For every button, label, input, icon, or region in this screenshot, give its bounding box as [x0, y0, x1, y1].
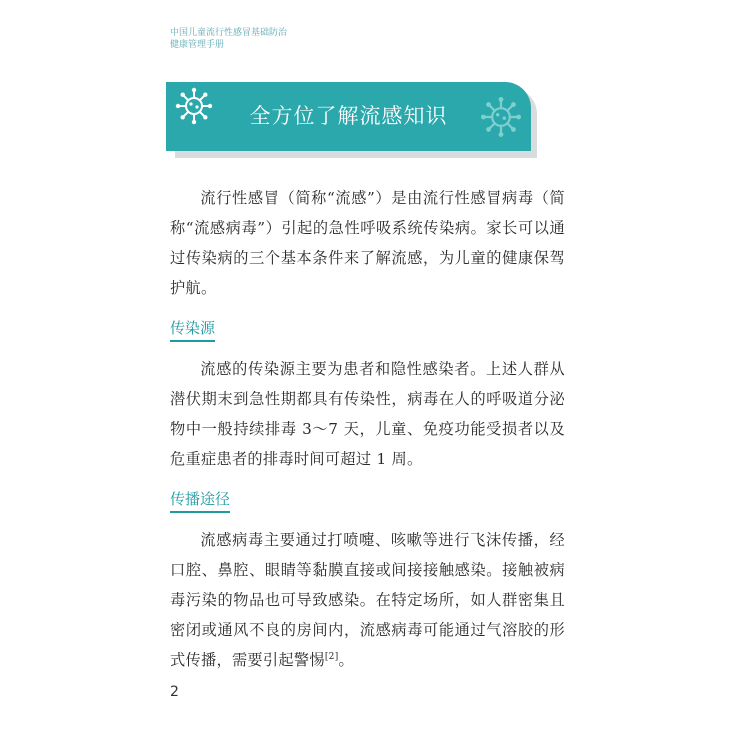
intro-paragraph: 流行性感冒（简称“流感”）是由流行性感冒病毒（简称“流感病毒”）引起的急性呼吸系统传染病。家长可以通过传染病的三个基本条件来了解流感，为儿童的健康保驾护航。 — [170, 189, 565, 297]
body-content — [170, 183, 565, 675]
section-paragraph-transmission — [170, 525, 565, 675]
section-heading-source: 传染源 — [170, 317, 215, 342]
running-head — [170, 27, 287, 51]
virus-icon-right — [479, 95, 523, 139]
book-title-line2: 健康管理手册 — [170, 40, 225, 50]
book-title-line1: 中国儿童流行性感冒基础防治 — [170, 28, 288, 38]
transmission-text-end: 。 — [338, 651, 355, 669]
section-paragraph-source: 流感的传染源主要为患者和隐性感染者。上述人群从潜伏期末到急性期都具有传染性，病毒在人的呼吸道分泌物中一般持续排毒 3～7 天，儿童、免疫功能受损者以及危重症患者的排毒时间可超过 1 周。 — [170, 360, 565, 468]
chapter-title: 全方位了解流感知识 — [249, 104, 448, 128]
reference-citation: [2] — [324, 651, 339, 662]
chapter-banner — [166, 82, 531, 151]
page-number: 2 — [170, 684, 179, 700]
transmission-text: 流感病毒主要通过打喷嚏、咳嗽等进行飞沫传播，经口腔、鼻腔、眼睛等黏膜直接或间接接触感染。接触被病毒污染的物品也可导致感染。在特定场所，如人群密集且密闭或通风不良的房间内，流感病毒可能通过气溶胶的形式传播，需要引起警惕 — [170, 531, 565, 669]
section-heading-transmission: 传播途径 — [170, 488, 230, 513]
